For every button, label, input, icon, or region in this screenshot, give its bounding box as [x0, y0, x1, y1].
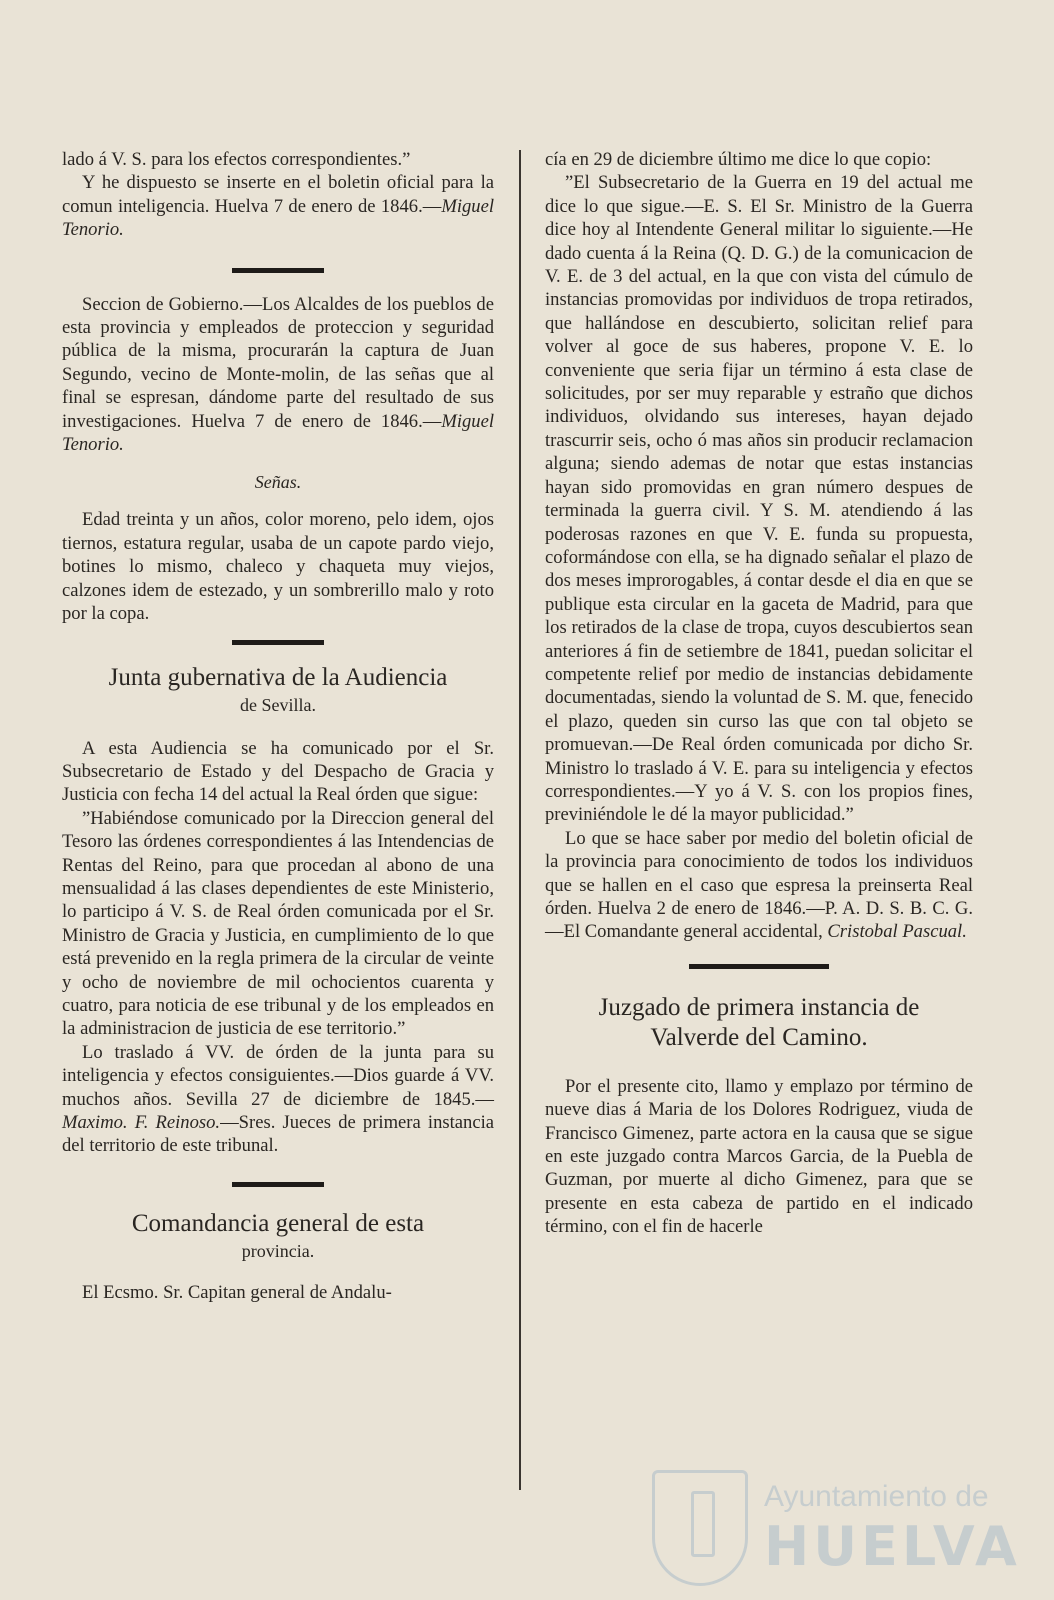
signature-pascual: Cristobal Pascual.: [827, 921, 967, 943]
traslado-tail: —Sres. Jueces de primera instancia del territorio de este tribunal.: [62, 1112, 494, 1157]
heading-junta: Junta gubernativa de la Audiencia: [108, 663, 448, 691]
lo-que-text: Lo que se hace saber por medio del boletin oficial de la provincia para conocimiento de todos los individuos que se hallen en el caso que espresa la preinserta Real órden. Huelva 2 de enero de 1846.—P. A. D. S. B. C. G. —El Comandante general accidental,: [545, 827, 973, 943]
heading-juzgado: Juzgado de primera instancia de: [598, 993, 920, 1021]
section-divider: [232, 268, 324, 273]
section-divider: [689, 964, 829, 969]
section-divider: [232, 1182, 324, 1187]
watermark-line2: HUELVA: [764, 1515, 1021, 1578]
section-divider: [232, 640, 324, 645]
ayuntamiento-watermark: [652, 1470, 1021, 1588]
traslado-text: Lo traslado á VV. de órden de la junta para su inteligencia y efectos consiguientes.—Dios guarde á VV. muchos años. Sevilla 27 de diciembre de 1845.—: [62, 1041, 494, 1110]
senas-title: Señas.: [254, 472, 302, 493]
signature-tenorio-1: Miguel Tenorio.: [62, 195, 494, 241]
paragraph-senas: Edad treinta y un años, color moreno, pelo idem, ojos tiernos, estatura regular, usaba de un capote pardo viejo, botines lo mismo, chaleco y chaqueta muy viejos, calzones idem de estezado, y un sombrerillo malo y roto por la copa.: [62, 509, 494, 625]
paragraph-ecsmo: El Ecsmo. Sr. Capitan general de Andalu-: [82, 1281, 392, 1303]
paragraph-cia: cía en 29 de diciembre último me dice lo que copio:: [545, 149, 932, 170]
paragraph-subsecretario: ”El Subsecretario de la Guerra en 19 del actual me dice lo que sigue.—E. S. El Sr. Ministro de la Guerra dice hoy al Intendente General militar lo siguiente.—He dado cuenta á la Reina (Q. D. G.) de la comunicacion de V. E. de 3 del actual, en la que con vista del cúmulo de instancias promovidas por individuos de tropa retirados, que hallándose en descubierto, solicitan relief para volver al goce de sus haberes, propone V. E. lo conveniente que seria fijar un término á esta clase de solicitudes, por ser muy reparable y estraño que dichos individuos, olvidando sus intereses, hayan dejado trascurrir seis, ocho ó mas años sin producir reclamacion alguna; siendo ademas de notar que estas instancias hayan sido promovidas en gran número despues de terminada la guerra civil. Y S. M. atendiendo á las poderosas razones en que V. E. funda su propuesta, coformándose con ella, se ha dignado señalar el plazo de dos meses improrogables, á contar desde el dia en que se publique esta circular en la gaceta de Madrid, para que los retirados de la clase de tropa, cuyos descubiertos sean anteriores á fin de setiembre de 1841, puedan solicitar el competente relief por medio de instancias debidamente documentadas, siendo la voluntad de S. M. que, fenecido el plazo, queden sin curso las que con tal objeto se promuevan.—De Real órden comunicada por dicho Sr. Ministro lo traslado á V. E. para su inteligencia y efectos correspondientes.—Y yo á V. S. con los propios fines, previniéndole le dé la mayor publicidad.”: [545, 172, 973, 826]
subheading-provincia: provincia.: [241, 1240, 315, 1261]
paragraph-real-orden: ”Habiéndose comunicado por la Direccion general del Tesoro las órdenes correspondientes á las Intendencias de Rentas del Reino, para que procedan al abono de una mensualidad á las clases dependientes de este Ministerio, lo participo á V. S. de Real órden comunicada por el Sr. Ministro de Gracia y Justicia, en cumplimiento de lo que está prevenido en la regla primera de la circular de veinte y ocho de noviembre de mil ochocientos cuarenta y cuatro, para noticia de ese tribunal y de los empleados en la administracion de justicia de ese territorio.”: [62, 807, 494, 1040]
paragraph-audiencia: A esta Audiencia se ha comunicado por el Sr. Subsecretario de Estado y del Despacho de Gracia y Justicia con fecha 14 del actual la Real órden que sigue:: [62, 737, 494, 806]
heading-comandancia: Comandancia general de esta: [131, 1209, 425, 1237]
paragraph-traslado: [62, 1041, 494, 1158]
paragraph-inserted-notice: [62, 171, 494, 241]
column-rule: [519, 150, 521, 1490]
left-column: [62, 148, 494, 1304]
signature-reinoso: Maximo. F. Reinoso.: [62, 1112, 221, 1133]
right-column: [545, 148, 973, 1239]
subheading-sevilla: de Sevilla.: [240, 694, 316, 715]
paragraph-continuation: lado á V. S. para los efectos correspondientes.”: [62, 149, 411, 170]
coat-of-arms-icon: [652, 1470, 748, 1586]
paragraph-gobierno: [62, 293, 494, 457]
paragraph-emplazamiento: Por el presente cito, llamo y emplazo por término de nueve dias á Maria de los Dolores Rodriguez, viuda de Francisco Gimenez, parte actora en la causa que se sigue en este juzgado contra Marcos Garcia, de la Puebla de Guzman, por muerte al dicho Gimenez, para que se presente en esta cabeza de partido en el indicado término, con el fin de hacerle: [545, 1075, 973, 1238]
gobierno-text: Seccion de Gobierno.—Los Alcaldes de los pueblos de esta provincia y empleados de proteccion y seguridad pública de la misma, procurarán la captura de Juan Segundo, vecino de Monte-molin, de las señas que al final se espresan, dándome parte del resultado de sus investigaciones. Huelva 7 de enero de 1846.—: [62, 293, 494, 432]
notice-text: Y he dispuesto se inserte en el boletin oficial para la comun inteligencia. Huelva 7 de enero de 1846.—: [62, 172, 494, 217]
watermark-line1: Ayuntamiento de: [764, 1480, 989, 1513]
paragraph-lo-que: [545, 827, 973, 944]
heading-valverde: Valverde del Camino.: [650, 1023, 868, 1051]
signature-tenorio-2: Miguel Tenorio.: [62, 410, 494, 456]
